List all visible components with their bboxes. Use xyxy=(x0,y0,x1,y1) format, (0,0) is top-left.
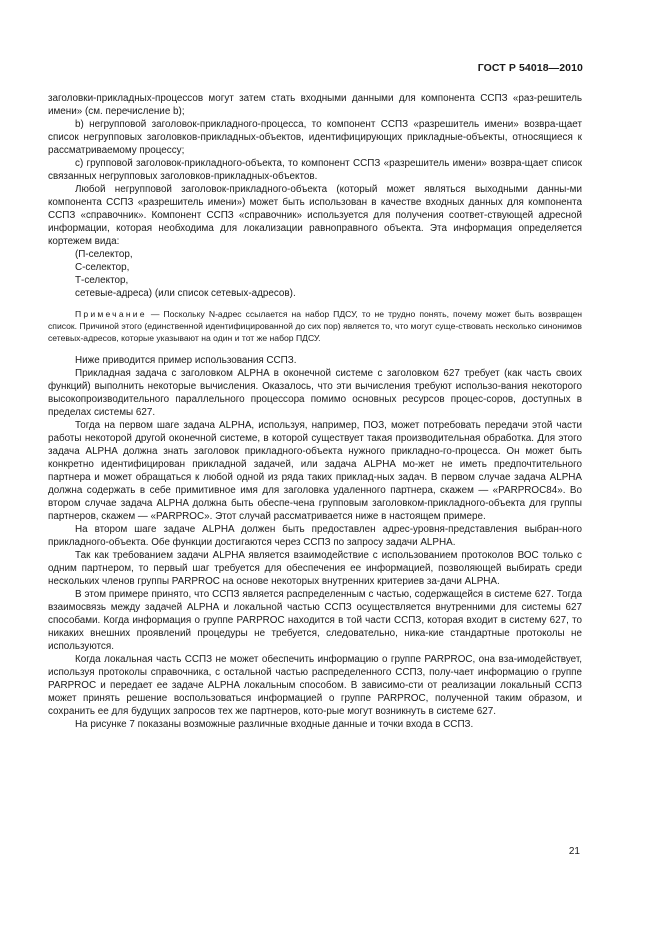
paragraph: Так как требованием задачи ALPHA является взаимодействие с использованием протоколов ВОС только с одним партнером, то первый шаг требуется для обеспечения ее информацией, позволяющей выбирать среди нескольких членов группы PARPROC на основе некоторых внутренних критериев за-дачи ALPHA. xyxy=(48,550,582,587)
note-dash: — xyxy=(150,309,160,319)
note-label: Примечание xyxy=(75,309,147,319)
document-body xyxy=(48,92,582,731)
tuple-item: С-селектор, xyxy=(75,262,130,273)
note-text: Поскольку N-адрес ссылается на набор ПДСУ, то не трудно понять, почему может быть возвращен список. Причиной этого (единственной идентифицированной до сих пор) является то, что могут суще-ствовать несколько синонимов сетевых-адресов, которые указывают на один и тот же набор ПДСУ. xyxy=(48,309,582,343)
tuple-item: Т-селектор, xyxy=(75,275,129,286)
tuple-item: (П-селектор, xyxy=(75,249,133,260)
paragraph: Тогда на первом шаге задача ALPHA, используя, например, ПОЗ, может потребовать передачи этой части работы некоторой другой оконечной системе, в которой существует такая производительная обработка. Для этого задача ALPHA должна знать заголовок прикладного-объекта нужного прикладно-го-процесса. Он может быть конкретно идентифицирован прикладной задачей, или задача ALPHA мо-жет не иметь предпочтительного партнера и может обращаться к любой одной из ряда таких приклад-ных задач. В первом случае задача ALPHA должна содержать в себе примитивное имя для заголовка удаленного партнера, скажем — «PARPROC84». Во втором случае задача ALPHA должна быть обеспе-чена групповым заголовком-прикладного-объекта для группы партнеров, скажем — «PARPROC». Этот случай рассматривается ниже в настоящем примере. xyxy=(48,420,582,522)
paragraph: Ниже приводится пример использования ССПЗ. xyxy=(75,355,297,366)
paragraph: Прикладная задача с заголовком ALPHA в оконечной системе с заголовком 627 требует (как часть своих функций) выполнить некоторые вычисления. Оказалось, что эти вычисления требуют использо-вания некоторого высокопроизводительного параллельного процессора помимо основных ресурсов процес-соров, доступных в пределах системы 627. xyxy=(48,368,582,418)
paragraph: Любой негрупповой заголовок-прикладного-объекта (который может являться выходными данны-ми компонента ССПЗ «разрешитель имени») может быть использован в качестве входных данных для компонента ССПЗ «справочник». Компонент ССПЗ «справочник» используется для получения соответ-ствующей адресной информации, которая необходима для локализации равноправного объекта. Эта информация определяется кортежем вида: xyxy=(48,184,582,247)
list-item-c: с) групповой заголовок-прикладного-объекта, то компонент ССПЗ «разрешитель имени» возвра-щает список связанных негрупповых заголовков-прикладных-объектов. xyxy=(48,158,582,182)
tuple-list xyxy=(48,248,582,300)
list-item-b: b) негрупповой заголовок-прикладного-процесса, то компонент ССПЗ «разрешитель имени» возвра-щает список негрупповых заголовков-прикладных-объектов, идентифицирующих прикладные-объекты, относящиеся к рассматриваемому процессу; xyxy=(48,119,582,156)
document-header: ГОСТ Р 54018—2010 xyxy=(477,62,583,74)
tuple-item: сетевые-адреса) (или список сетевых-адресов). xyxy=(75,288,296,299)
page-number: 21 xyxy=(568,846,580,857)
paragraph: Когда локальная часть ССПЗ не может обеспечить информацию о группе PARPROC, она вза-имодействует, используя протоколы справочника, с остальной частью распределенного ССПЗ, полу-чает информацию о группе PARPROC и передает ее задаче ALPHA локальным способом. В зависимо-сти от реализации локальный ССПЗ может принять решение воспользоваться информацией о группе PARPROC, полученной таким образом, и сохранить ее для будущих запросов тех же партнеров, кото-рые могут возникнуть в системе 627. xyxy=(48,654,582,717)
paragraph: На рисунке 7 показаны возможные различные входные данные и точки входа в ССПЗ. xyxy=(75,719,474,730)
paragraph: На втором шаге задаче ALPHA должен быть предоставлен адрес-уровня-представления выбран-ного прикладного-объекта. Обе функции достигаются через ССПЗ по запросу задачи ALPHA. xyxy=(48,524,582,548)
paragraph: заголовки-прикладных-процессов могут затем стать входными данными для компонента ССПЗ «раз-решитель имени» (см. перечисление b); xyxy=(48,93,582,117)
paragraph: В этом примере принято, что ССПЗ является распределенным с частью, содержащейся в системе 627. Тогда взаимосвязь между задачей ALPHA и локальной частью ССПЗ осуществляется внутренними для системы 627 способами. Когда информация о группе PARPROC находится в той части ССПЗ, которая входит в систему 627, то никаких внешних проявлений процедуры не требуется, следовательно, ника-кие стандартные протоколы не используются. xyxy=(48,589,582,652)
note xyxy=(48,308,582,344)
